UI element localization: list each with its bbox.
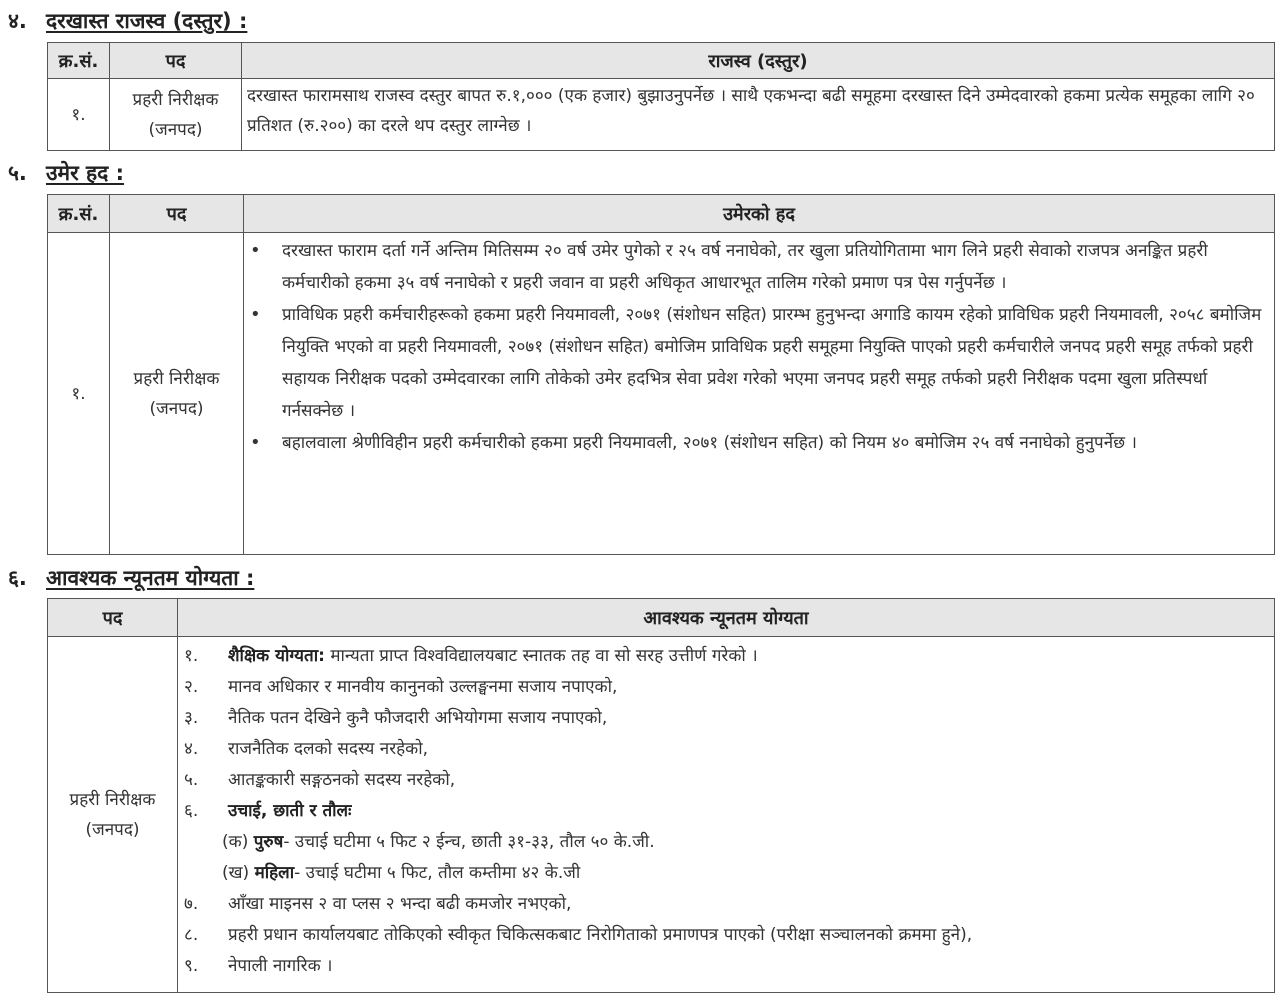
list-item: ८. प्रहरी प्रधान कार्यालयबाट तोकिएको स्वीकृत चिकित्सकबाट निरोगिताको प्रमाणपत्र पाएको (परीक्षा सञ्चालनको क्रममा हुने),	[184, 925, 973, 945]
post-cell	[110, 79, 242, 151]
section-title: आवश्यक न्यूनतम योग्यता :	[46, 566, 255, 590]
serial-number: १.	[48, 233, 110, 555]
post-group: (जनपद)	[85, 819, 140, 840]
section-number: ५.	[8, 161, 27, 185]
list-item: १. शैक्षिक योग्यता: मान्यता प्राप्त विश्वविद्यालयबाट स्नातक तह वा सो सरह उत्तीर्ण गरेको ।	[184, 646, 758, 666]
age-limit-table	[47, 194, 1275, 555]
sub-item-female: (ख) महिला- उचाई घटीमा ५ फिट, तौल कम्तीमा ४२ के.जी	[222, 863, 581, 883]
list-item: ९. नेपाली नागरिक ।	[184, 956, 333, 976]
list-item: • दरखास्त फाराम दर्ता गर्ने अन्तिम मितिसम्म २० वर्ष उमेर पुगेको र २५ वर्ष ननाघेको, तर खुला प्रतियोगितामा भाग लिने प्रहरी सेवाको राजपत्र अनङ्कित प्रहरी कर्मचारीको हकमा ३५ वर्ष ननाघेको र प्रहरी जवान वा प्रहरी अधिकृत आधारभूत तालिम गरेको प्रमाण पत्र पेस गर्नुपर्नेछ ।	[244, 235, 1270, 299]
post-name: प्रहरी निरीक्षक	[133, 368, 220, 389]
qualification-list	[178, 641, 1270, 827]
table-row	[48, 233, 1275, 555]
qualification-cell	[178, 637, 1275, 993]
section-6-heading	[8, 561, 254, 595]
col-header-sn: क्र.सं.	[48, 195, 110, 233]
qualification-table	[47, 598, 1275, 993]
section-4-heading	[8, 4, 247, 38]
list-item: ६. उचाई, छाती र तौलः	[184, 801, 352, 821]
post-name: प्रहरी निरीक्षक	[132, 89, 219, 110]
section-number: ४.	[8, 9, 27, 33]
list-item: • बहालवाला श्रेणीविहीन प्रहरी कर्मचारीको हकमा प्रहरी नियमावली, २०७१ (संशोधन सहित) को नियम ४० बमोजिम २५ वर्ष ननाघेको हुनुपर्नेछ ।	[244, 427, 1270, 459]
col-header-post: पद	[110, 43, 242, 79]
col-header-post: पद	[110, 195, 244, 233]
col-header-age-limit: उमेरको हद	[244, 195, 1275, 233]
table-row	[48, 637, 1275, 993]
qualification-list-continued	[178, 889, 1270, 982]
list-item: • प्राविधिक प्रहरी कर्मचारीहरूको हकमा प्रहरी नियमावली, २०७१ (संशोधन सहित) प्रारम्भ हुनुभन्दा अगाडि कायम रहेको प्राविधिक प्रहरी नियमावली, २०५८ बमोजिम नियुक्ति भएको वा प्रहरी नियमावली, २०७१ (संशोधन सहित) बमोजिम प्राविधिक प्रहरी समूहमा नियुक्ति पाएको प्रहरी कर्मचारीले जनपद प्रहरी समूह तर्फको प्रहरी सहायक निरीक्षक पदको उम्मेदवारका लागि तोकेको उमेर हदभित्र सेवा प्रवेश गरेको भएमा जनपद प्रहरी समूह तर्फको प्रहरी निरीक्षक पदमा खुला प्रतिस्पर्धा गर्नसक्नेछ ।	[244, 299, 1270, 427]
post-group: (जनपद)	[149, 398, 204, 419]
list-item: ७. आँखा माइनस २ वा प्लस २ भन्दा बढी कमजोर नभएको,	[184, 894, 572, 914]
sub-item-male: (क) पुरुष- उचाई घटीमा ५ फिट २ ईन्च, छाती ३१-३३, तौल ५० के.जी.	[222, 832, 655, 852]
list-item: ५. आतङ्ककारी सङ्गठनको सदस्य नरहेको,	[184, 770, 456, 790]
section-number: ६.	[8, 566, 27, 590]
serial-number: १.	[48, 79, 110, 151]
col-header-qualification: आवश्यक न्यूनतम योग्यता	[178, 599, 1275, 637]
age-limit-list	[244, 235, 1270, 459]
col-header-revenue: राजस्व (दस्तुर)	[242, 43, 1275, 79]
post-group: (जनपद)	[148, 119, 203, 140]
revenue-table	[47, 42, 1275, 151]
list-item: ३. नैतिक पतन देखिने कुनै फौजदारी अभियोगमा सजाय नपाएको,	[184, 708, 608, 728]
post-name: प्रहरी निरीक्षक	[69, 789, 156, 810]
section-5-heading	[8, 156, 124, 190]
section-title: उमेर हद :	[46, 161, 124, 185]
col-header-sn: क्र.सं.	[48, 43, 110, 79]
age-limit-cell	[244, 233, 1275, 555]
list-item: ४. राजनैतिक दलको सदस्य नरहेको,	[184, 739, 429, 759]
post-cell	[48, 637, 178, 993]
section-title: दरखास्त राजस्व (दस्तुर) :	[46, 9, 248, 33]
table-row	[48, 79, 1275, 151]
list-item: २. मानव अधिकार र मानवीय कानुनको उल्लङ्घनमा सजाय नपाएको,	[184, 677, 618, 697]
post-cell	[110, 233, 244, 555]
revenue-text: दरखास्त फारामसाथ राजस्व दस्तुर बापत रु.१,००० (एक हजार) बुझाउनुपर्नेछ । साथै एकभन्दा बढी समूहमा दरखास्त दिने उम्मेदवारको हकमा प्रत्येक समूहका लागि २० प्रतिशत (रु.२००) का दरले थप दस्तुर लाग्नेछ ।	[242, 79, 1275, 151]
col-header-post: पद	[48, 599, 178, 637]
